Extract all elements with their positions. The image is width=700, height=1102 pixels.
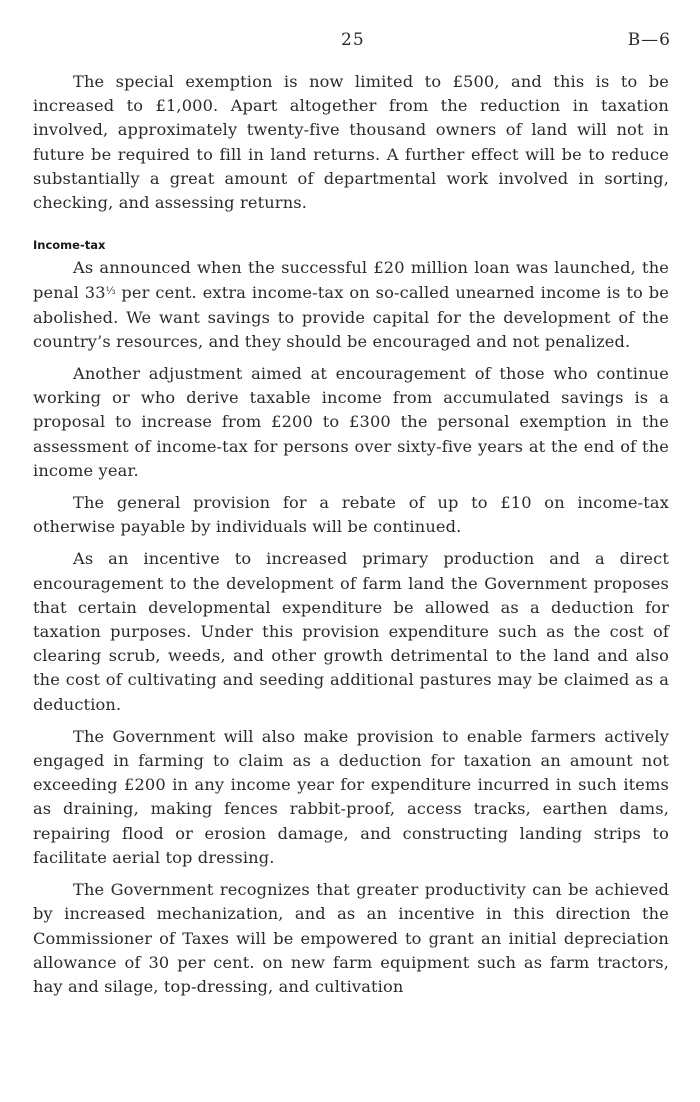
section-heading-income-tax: Income-tax (33, 238, 106, 253)
paragraph-personal-exemption: Another adjustment aimed at encouragement of those who continue working or who derive taxable income from accumulated savings is a proposal to increase from £200 to £300 the personal exemption in the assessment of income-tax for persons over sixty-five years at the end of the income year. (33, 364, 669, 480)
paragraph-farm-deductions: The Government will also make provision to enable farmers actively engaged in farming to claim as a deduction for taxation an amount not exceeding £200 in any income year for expenditure incurred in such items as draining, making fences rabbit-proof, access tracks, earthen dams, repairing flood or erosion damage, and constructing landing strips to facilitate aerial top dressing. (33, 726, 669, 867)
page-header (33, 30, 669, 58)
paragraph-unearned-income (33, 256, 669, 354)
paragraph-land-tax-exemption: The special exemption is now limited to £500, and this is to be increased to £1,000. Apart altogether from the reduction in taxation involved, approximately twenty-five thousand owners of land will not in future be required to fill in land returns. A further effect will be to reduce substantially a great amount of departmental work involved in sorting, checking, and assessing returns. (33, 72, 669, 213)
paragraph-rebate: The general provision for a rebate of up to £10 on income-tax otherwise payable by individuals will be continued. (33, 493, 669, 537)
page-number: 25 (341, 30, 365, 50)
document-page (33, 30, 669, 999)
paragraph-unearned-income-end: per cent. extra income-tax on so-called unearned income is to be abolished. We want savings to provide capital for the development of the country’s resources, and they should be encouraged and not penalized. (33, 283, 670, 351)
paragraph-unearned-income-start: As announced when the successful £20 million loan was launched, the penal 33 (33, 258, 669, 303)
paragraph-mechanization: The Government recognizes that greater productivity can be achieved by increased mechanization, and as an incentive in this direction the Commissioner of Taxes will be empowered to grant an initial depreciation allowance of 30 per cent. on new farm equipment such as farm tractors, hay and silage, top-dressing, and cultivation (33, 880, 669, 996)
document-reference: B—6 (627, 30, 671, 50)
fraction-one-third: ⅓ (105, 286, 116, 298)
paragraph-primary-production: As an incentive to increased primary production and a direct encouragement to the development of farm land the Government proposes that certain developmental expenditure be allowed as a deduction for taxation purposes. Under this provision expenditure such as the cost of clearing scrub, weeds, and other growth detrimental to the land and also the cost of cultivating and seeding additional pastures may be claimed as a deduction. (33, 549, 669, 714)
